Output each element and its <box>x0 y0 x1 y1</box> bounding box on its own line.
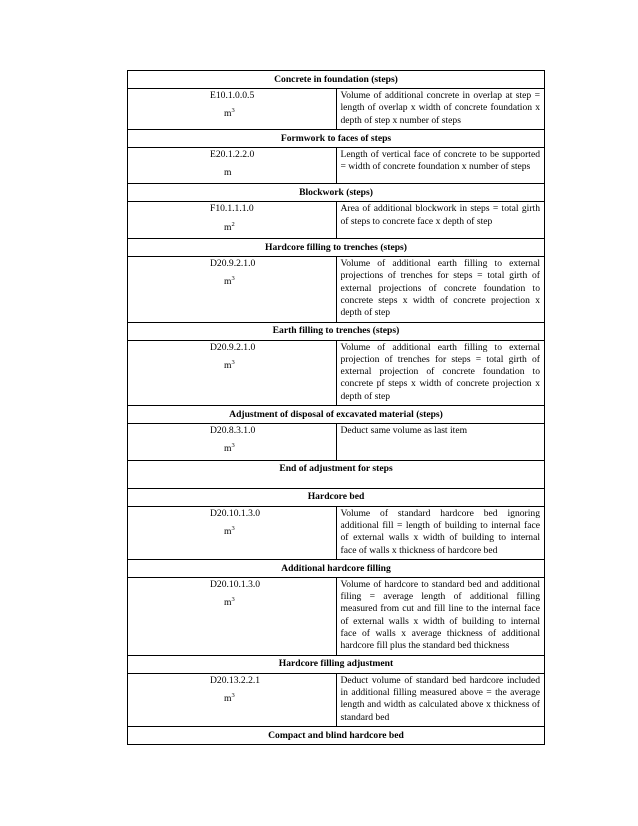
item-row <box>128 506 545 559</box>
section-heading-row <box>128 460 545 478</box>
section-heading: Hardcore filling adjustment <box>128 655 545 673</box>
section-heading-row <box>128 184 545 202</box>
section-heading: Blockwork (steps) <box>128 184 545 202</box>
item-unit-exponent: 3 <box>231 442 235 450</box>
section-heading: Compact and blind hardcore bed <box>128 726 545 744</box>
item-unit <box>210 108 332 120</box>
item-unit-exponent: 3 <box>231 358 235 366</box>
item-description: Volume of additional earth filling to external projection of trenches for steps = total girth of external projection of concrete foundation to concrete pf steps x width of concrete projection x depth of step <box>336 340 545 405</box>
section-heading-row <box>128 239 545 257</box>
item-code-cell <box>128 340 337 405</box>
item-unit-symbol: m <box>224 597 232 609</box>
item-unit <box>210 222 332 234</box>
item-code: D20.9.2.1.0 <box>210 258 256 270</box>
item-unit <box>210 276 332 288</box>
section-heading: Earth filling to trenches (steps) <box>128 322 545 340</box>
item-unit-exponent: 3 <box>231 524 235 532</box>
item-code-cell <box>128 257 337 322</box>
section-heading-row <box>128 322 545 340</box>
section-heading: Additional hardcore filling <box>128 559 545 577</box>
item-description: Deduct same volume as last item <box>336 424 545 461</box>
spacer-row <box>128 478 545 489</box>
item-row <box>128 340 545 405</box>
item-code: D20.9.2.1.0 <box>210 341 256 353</box>
item-code-cell <box>128 424 337 461</box>
item-row <box>128 577 545 655</box>
item-unit-symbol: m <box>224 221 232 233</box>
item-unit-symbol: m <box>224 525 232 537</box>
item-row <box>128 424 545 461</box>
measurement-table <box>127 70 545 745</box>
item-row <box>128 202 545 239</box>
item-code-cell <box>128 202 337 239</box>
item-code-cell <box>128 577 337 655</box>
section-heading-row <box>128 129 545 147</box>
section-heading: Hardcore bed <box>128 488 545 506</box>
item-row <box>128 147 545 184</box>
item-description: Volume of additional earth filling to external projections of trenches for steps = total girth of external projections of concrete foundation to concrete steps x width of concrete projection x depth of step <box>336 257 545 322</box>
item-code: D20.13.2.2.1 <box>210 674 261 686</box>
item-row <box>128 257 545 322</box>
section-heading: Formwork to faces of steps <box>128 129 545 147</box>
item-description: Deduct volume of standard bed hardcore included in additional filling measured above = the average length and width as calculated above x thickness of standard bed <box>336 673 545 726</box>
item-description: Volume of standard hardcore bed ignoring additional fill = length of building to internal face of external walls x width of building to internal face of walls x thickness of hardcore bed <box>336 506 545 559</box>
item-unit <box>210 597 332 609</box>
item-code: D20.10.1.3.0 <box>210 507 261 519</box>
section-heading-row <box>128 406 545 424</box>
item-row <box>128 673 545 726</box>
item-unit-symbol: m <box>224 276 232 288</box>
item-code: F10.1.1.1.0 <box>210 203 254 215</box>
section-heading: Concrete in foundation (steps) <box>128 71 545 89</box>
item-code: D20.8.3.1.0 <box>210 425 256 437</box>
section-heading-row <box>128 726 545 744</box>
item-description: Length of vertical face of concrete to be supported = width of concrete foundation x number of steps <box>336 147 545 184</box>
section-heading: Hardcore filling to trenches (steps) <box>128 239 545 257</box>
spacer-cell <box>128 478 545 489</box>
section-heading-row <box>128 655 545 673</box>
item-description: Volume of additional concrete in overlap at step = length of overlap x width of concrete foundation x depth of step x number of steps <box>336 89 545 130</box>
item-unit-symbol: m <box>224 108 232 120</box>
item-unit <box>210 693 332 705</box>
section-heading-row <box>128 559 545 577</box>
item-unit <box>210 526 332 538</box>
item-code-cell <box>128 506 337 559</box>
section-heading-row <box>128 71 545 89</box>
section-heading: Adjustment of disposal of excavated material (steps) <box>128 406 545 424</box>
item-unit-symbol: m <box>224 692 232 704</box>
item-code: D20.10.1.3.0 <box>210 578 261 590</box>
item-code-cell <box>128 673 337 726</box>
item-code-cell <box>128 147 337 184</box>
item-unit-exponent: 3 <box>231 107 235 115</box>
item-code: E10.1.0.0.5 <box>210 90 255 101</box>
item-unit <box>210 443 332 455</box>
item-code-cell <box>128 89 337 130</box>
item-unit-exponent: 3 <box>231 595 235 603</box>
item-description: Area of additional blockwork in steps = total girth of steps to concrete face x depth of step <box>336 202 545 239</box>
item-unit <box>210 167 332 179</box>
item-unit-exponent: 2 <box>231 220 235 228</box>
item-unit-exponent: 3 <box>231 691 235 699</box>
item-row <box>128 89 545 130</box>
item-unit <box>210 360 332 372</box>
section-heading: End of adjustment for steps <box>128 460 545 478</box>
item-unit-symbol: m <box>224 167 232 179</box>
item-unit-symbol: m <box>224 443 232 455</box>
item-code: E20.1.2.2.0 <box>210 148 255 160</box>
item-description: Volume of hardcore to standard bed and additional filing = average length of additional filling measured from cut and fill line to the internal face of external walls x width of building to internal face of walls x average thickness of additional hardcore fill plus the standard bed thickness <box>336 577 545 655</box>
measurement-table-body <box>128 71 545 745</box>
item-unit-exponent: 3 <box>231 275 235 283</box>
section-heading-row <box>128 488 545 506</box>
item-unit-symbol: m <box>224 359 232 371</box>
